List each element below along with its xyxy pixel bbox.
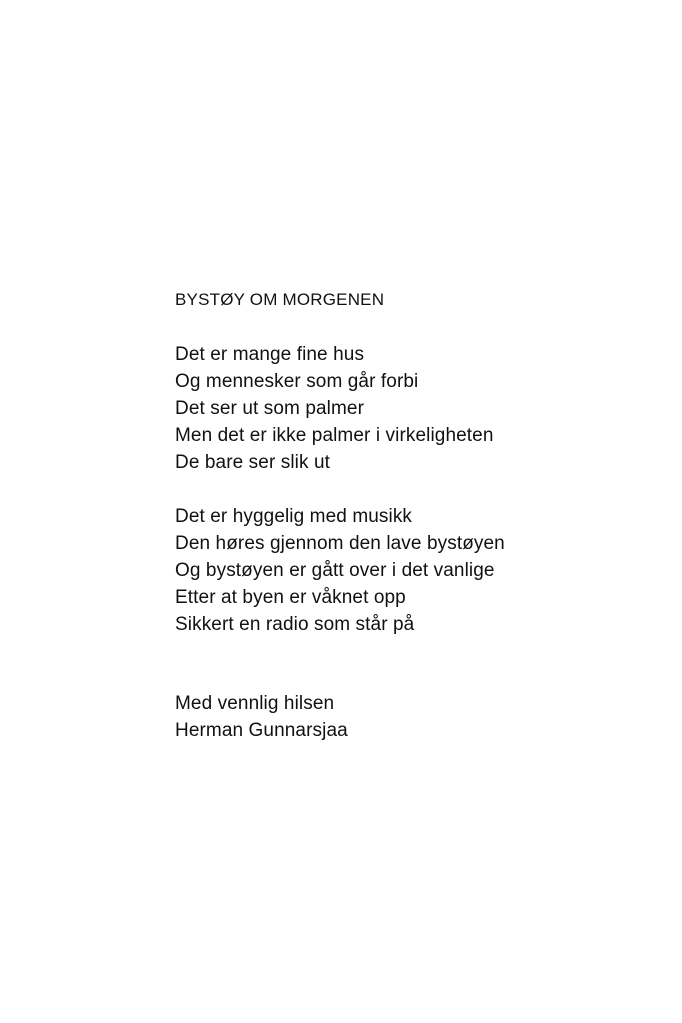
poem-line: De bare ser slik ut — [175, 452, 331, 473]
signoff — [175, 690, 655, 744]
stanza-2 — [175, 503, 655, 638]
poem-line: Det er mange fine hus — [175, 344, 365, 365]
poem-line: Etter at byen er våknet opp — [175, 587, 406, 608]
poem-title: BYSTØY OM MORGENEN — [175, 290, 385, 309]
poem-line: Den høres gjennom den lave bystøyen — [175, 533, 505, 554]
poem — [175, 288, 655, 744]
poem-line: Det ser ut som palmer — [175, 398, 364, 419]
signoff-author: Herman Gunnarsjaa — [175, 720, 348, 741]
poem-line: Og bystøyen er gått over i det vanlige — [175, 560, 495, 581]
poem-line: Og mennesker som går forbi — [175, 371, 419, 392]
stanza-1 — [175, 341, 655, 476]
poem-line: Men det er ikke palmer i virkeligheten — [175, 425, 494, 446]
poem-line: Det er hyggelig med musikk — [175, 506, 413, 527]
poem-line: Sikkert en radio som står på — [175, 614, 415, 635]
signoff-greeting: Med vennlig hilsen — [175, 693, 335, 714]
